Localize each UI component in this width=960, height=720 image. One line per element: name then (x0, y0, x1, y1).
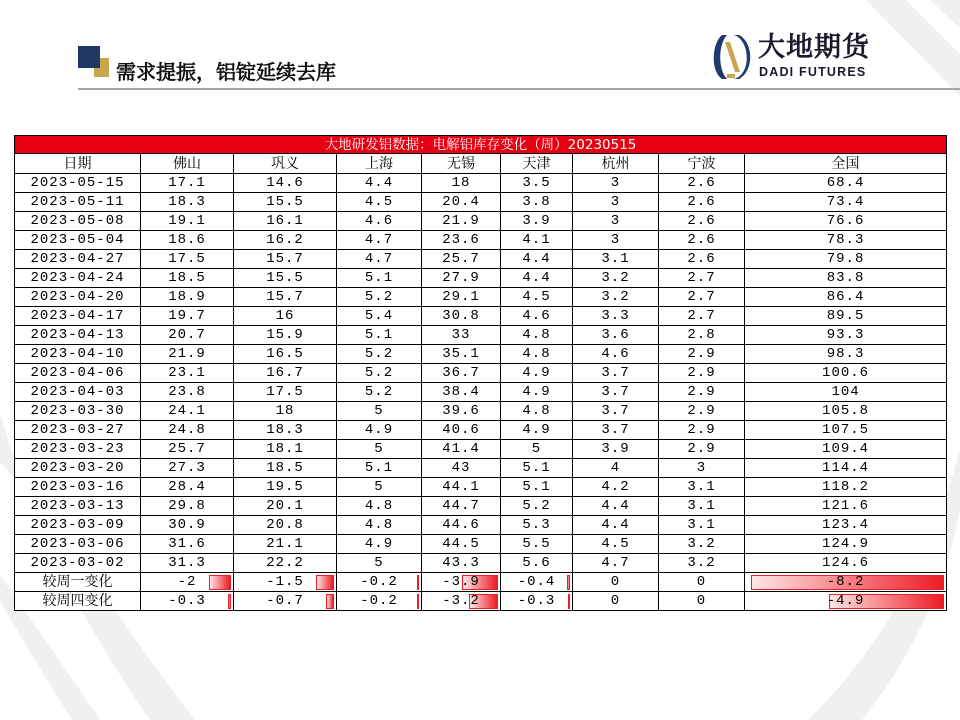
value-cell: 3.9 (501, 212, 573, 231)
table-row (15, 269, 947, 288)
date-cell: 2023-03-23 (15, 440, 141, 459)
value-cell: 78.3 (745, 231, 947, 250)
value-cell: 5.2 (337, 383, 422, 402)
value-cell: 114.4 (745, 459, 947, 478)
change-cell (659, 573, 745, 592)
date-cell: 2023-04-20 (15, 288, 141, 307)
value-cell: 4.6 (501, 307, 573, 326)
column-header: 佛山 (141, 154, 234, 174)
value-cell: 17.5 (141, 250, 234, 269)
value-cell: 18 (234, 402, 337, 421)
date-cell: 2023-03-09 (15, 516, 141, 535)
title-divider (78, 88, 960, 90)
value-cell: 16.1 (234, 212, 337, 231)
value-cell: 121.6 (745, 497, 947, 516)
change-cell-inner (422, 593, 500, 610)
change-cell (337, 592, 422, 611)
change-cell (573, 592, 659, 611)
change-data-bar (417, 575, 419, 590)
slide-title: 需求提振，铝锭延续去库 (116, 60, 336, 84)
value-cell: 16.7 (234, 364, 337, 383)
table-body (15, 174, 947, 611)
value-cell: 4.4 (573, 497, 659, 516)
table-row (15, 497, 947, 516)
value-cell: 31.6 (141, 535, 234, 554)
value-cell: 3.7 (573, 421, 659, 440)
table-row (15, 516, 947, 535)
table-row (15, 402, 947, 421)
date-cell: 2023-05-04 (15, 231, 141, 250)
value-cell: 18.3 (234, 421, 337, 440)
value-cell: 21.9 (141, 345, 234, 364)
value-cell: 4.8 (337, 497, 422, 516)
date-cell: 2023-05-11 (15, 193, 141, 212)
value-cell: 86.4 (745, 288, 947, 307)
logo-name-cn: 大地期货 (758, 32, 870, 63)
value-cell: 29.1 (422, 288, 501, 307)
column-header: 巩义 (234, 154, 337, 174)
value-cell: 27.9 (422, 269, 501, 288)
change-row-label: 较周四变化 (15, 592, 141, 611)
change-value: -0.3 (168, 592, 206, 609)
value-cell: 5 (337, 554, 422, 573)
change-data-bar (568, 594, 570, 609)
value-cell: 20.1 (234, 497, 337, 516)
change-value: 0 (610, 592, 621, 609)
change-cell-inner (337, 593, 421, 610)
value-cell: 5.2 (501, 497, 573, 516)
table-title-row (15, 136, 947, 154)
value-cell: 4.4 (501, 250, 573, 269)
table-row (15, 231, 947, 250)
date-cell: 2023-03-06 (15, 535, 141, 554)
value-cell: 68.4 (745, 174, 947, 193)
date-cell: 2023-03-30 (15, 402, 141, 421)
value-cell: 4.7 (573, 554, 659, 573)
value-cell: 2.9 (659, 383, 745, 402)
change-cell (234, 573, 337, 592)
value-cell: 3.3 (573, 307, 659, 326)
table-row (15, 193, 947, 212)
column-header: 无锡 (422, 154, 501, 174)
date-cell: 2023-04-06 (15, 364, 141, 383)
value-cell: 4.1 (501, 231, 573, 250)
company-logo (710, 32, 892, 82)
value-cell: 100.6 (745, 364, 947, 383)
change-cell (745, 592, 947, 611)
value-cell: 20.7 (141, 326, 234, 345)
value-cell: 5.1 (501, 459, 573, 478)
change-data-bar (326, 594, 334, 609)
logo-name-en: DADI FUTURES (759, 65, 867, 79)
value-cell: 118.2 (745, 478, 947, 497)
value-cell: 3.2 (573, 288, 659, 307)
change-cell-inner (659, 593, 744, 610)
value-cell: 24.1 (141, 402, 234, 421)
date-cell: 2023-04-10 (15, 345, 141, 364)
value-cell: 4.6 (573, 345, 659, 364)
table-row (15, 440, 947, 459)
value-cell: 4.2 (573, 478, 659, 497)
value-cell: 4.7 (337, 250, 422, 269)
value-cell: 23.6 (422, 231, 501, 250)
value-cell: 24.8 (141, 421, 234, 440)
value-cell: 5.1 (501, 478, 573, 497)
column-header: 日期 (15, 154, 141, 174)
value-cell: 4 (573, 459, 659, 478)
value-cell: 3.2 (659, 554, 745, 573)
table-row (15, 307, 947, 326)
value-cell: 18.1 (234, 440, 337, 459)
value-cell: 4.5 (573, 535, 659, 554)
value-cell: 2.9 (659, 364, 745, 383)
date-cell: 2023-04-17 (15, 307, 141, 326)
value-cell: 19.7 (141, 307, 234, 326)
value-cell: 2.9 (659, 345, 745, 364)
date-cell: 2023-03-13 (15, 497, 141, 516)
value-cell: 3.7 (573, 364, 659, 383)
value-cell: 5.2 (337, 364, 422, 383)
value-cell: 104 (745, 383, 947, 402)
value-cell: 4.4 (573, 516, 659, 535)
value-cell: 33 (422, 326, 501, 345)
value-cell: 4.5 (337, 193, 422, 212)
value-cell: 29.8 (141, 497, 234, 516)
change-cell (141, 592, 234, 611)
value-cell: 16.5 (234, 345, 337, 364)
value-cell: 3 (573, 212, 659, 231)
change-cell-inner (337, 574, 421, 591)
value-cell: 5.6 (501, 554, 573, 573)
change-value: -0.4 (517, 573, 556, 590)
value-cell: 83.8 (745, 269, 947, 288)
value-cell: 3 (573, 231, 659, 250)
table-row (15, 288, 947, 307)
table-row (15, 326, 947, 345)
value-cell: 5.2 (337, 288, 422, 307)
value-cell: 89.5 (745, 307, 947, 326)
change-cell (573, 573, 659, 592)
table-row (15, 212, 947, 231)
value-cell: 3.1 (659, 516, 745, 535)
value-cell: 5.4 (337, 307, 422, 326)
value-cell: 4.8 (501, 326, 573, 345)
value-cell: 16.2 (234, 231, 337, 250)
value-cell: 17.5 (234, 383, 337, 402)
value-cell: 5.2 (337, 345, 422, 364)
value-cell: 18.5 (234, 459, 337, 478)
date-cell: 2023-03-16 (15, 478, 141, 497)
value-cell: 109.4 (745, 440, 947, 459)
value-cell: 3.2 (659, 535, 745, 554)
value-cell: 105.8 (745, 402, 947, 421)
date-cell: 2023-04-27 (15, 250, 141, 269)
value-cell: 4.7 (337, 231, 422, 250)
value-cell: 15.9 (234, 326, 337, 345)
value-cell: 5 (337, 440, 422, 459)
value-cell: 36.7 (422, 364, 501, 383)
change-cell-inner (234, 593, 336, 610)
change-row (15, 573, 947, 592)
value-cell: 35.1 (422, 345, 501, 364)
value-cell: 40.6 (422, 421, 501, 440)
change-cell (234, 592, 337, 611)
change-cell-inner (573, 593, 658, 610)
value-cell: 4.8 (337, 516, 422, 535)
value-cell: 5.5 (501, 535, 573, 554)
change-value: -2 (177, 573, 197, 590)
date-cell: 2023-03-02 (15, 554, 141, 573)
change-value: -0.7 (266, 592, 304, 609)
change-cell (501, 573, 573, 592)
column-header: 天津 (501, 154, 573, 174)
date-cell: 2023-05-08 (15, 212, 141, 231)
value-cell: 73.4 (745, 193, 947, 212)
change-cell-inner (659, 574, 744, 591)
inventory-table (14, 135, 947, 611)
value-cell: 2.9 (659, 440, 745, 459)
value-cell: 2.9 (659, 402, 745, 421)
value-cell: 4.9 (501, 383, 573, 402)
change-cell-inner (234, 574, 336, 591)
change-row-label: 较周一变化 (15, 573, 141, 592)
value-cell: 15.5 (234, 269, 337, 288)
column-header: 杭州 (573, 154, 659, 174)
value-cell: 20.4 (422, 193, 501, 212)
value-cell: 16 (234, 307, 337, 326)
change-value: -3.2 (442, 592, 480, 609)
table-row (15, 345, 947, 364)
value-cell: 27.3 (141, 459, 234, 478)
change-cell-inner (501, 574, 572, 591)
value-cell: 19.5 (234, 478, 337, 497)
change-value: 0 (696, 592, 707, 609)
table-row (15, 364, 947, 383)
change-data-bar (417, 594, 419, 609)
change-value: 0 (610, 573, 621, 590)
logo-emblem-icon (710, 34, 752, 80)
value-cell: 76.6 (745, 212, 947, 231)
value-cell: 43 (422, 459, 501, 478)
value-cell: 3.1 (659, 478, 745, 497)
value-cell: 4.8 (501, 402, 573, 421)
change-cell (422, 573, 501, 592)
change-data-bar (567, 575, 570, 590)
value-cell: 5 (337, 402, 422, 421)
value-cell: 2.6 (659, 231, 745, 250)
value-cell: 3 (573, 193, 659, 212)
value-cell: 20.8 (234, 516, 337, 535)
value-cell: 3 (659, 459, 745, 478)
table-header-row (15, 154, 947, 174)
change-cell-inner (745, 593, 946, 610)
date-cell: 2023-04-24 (15, 269, 141, 288)
value-cell: 2.8 (659, 326, 745, 345)
value-cell: 5.1 (337, 326, 422, 345)
value-cell: 107.5 (745, 421, 947, 440)
table-row (15, 174, 947, 193)
value-cell: 93.3 (745, 326, 947, 345)
value-cell: 124.9 (745, 535, 947, 554)
value-cell: 21.9 (422, 212, 501, 231)
change-value: -8.2 (826, 573, 865, 590)
table-row (15, 478, 947, 497)
value-cell: 44.7 (422, 497, 501, 516)
value-cell: 23.1 (141, 364, 234, 383)
value-cell: 31.3 (141, 554, 234, 573)
value-cell: 18.9 (141, 288, 234, 307)
change-cell (141, 573, 234, 592)
value-cell: 41.4 (422, 440, 501, 459)
value-cell: 25.7 (422, 250, 501, 269)
change-value: -4.9 (826, 592, 865, 609)
value-cell: 4.9 (337, 535, 422, 554)
value-cell: 14.6 (234, 174, 337, 193)
table-row (15, 421, 947, 440)
value-cell: 15.5 (234, 193, 337, 212)
value-cell: 123.4 (745, 516, 947, 535)
value-cell: 17.1 (141, 174, 234, 193)
change-cell-inner (573, 574, 658, 591)
change-data-bar (228, 594, 231, 609)
value-cell: 3.1 (573, 250, 659, 269)
table-title: 大地研发铝数据：电解铝库存变化（周）20230515 (15, 136, 947, 154)
value-cell: 44.6 (422, 516, 501, 535)
value-cell: 5 (337, 478, 422, 497)
table-row (15, 383, 947, 402)
value-cell: 3.9 (573, 440, 659, 459)
date-cell: 2023-03-27 (15, 421, 141, 440)
value-cell: 3 (573, 174, 659, 193)
change-value: -0.2 (360, 573, 398, 590)
value-cell: 43.3 (422, 554, 501, 573)
value-cell: 28.4 (141, 478, 234, 497)
change-cell-inner (141, 593, 233, 610)
value-cell: 2.6 (659, 212, 745, 231)
change-row (15, 592, 947, 611)
value-cell: 18.6 (141, 231, 234, 250)
change-cell (337, 573, 422, 592)
value-cell: 5.1 (337, 269, 422, 288)
value-cell: 19.1 (141, 212, 234, 231)
table-row (15, 554, 947, 573)
value-cell: 38.4 (422, 383, 501, 402)
value-cell: 4.8 (501, 345, 573, 364)
value-cell: 4.5 (501, 288, 573, 307)
change-value: 0 (696, 573, 707, 590)
change-cell-inner (141, 574, 233, 591)
value-cell: 4.4 (337, 174, 422, 193)
title-accent-navy-square (78, 46, 100, 68)
value-cell: 4.6 (337, 212, 422, 231)
value-cell: 2.7 (659, 307, 745, 326)
change-cell-inner (422, 574, 500, 591)
change-cell (659, 592, 745, 611)
value-cell: 98.3 (745, 345, 947, 364)
value-cell: 18.3 (141, 193, 234, 212)
value-cell: 4.9 (501, 421, 573, 440)
value-cell: 18 (422, 174, 501, 193)
watermark-band (930, 0, 960, 28)
value-cell: 4.4 (501, 269, 573, 288)
change-cell (745, 573, 947, 592)
value-cell: 3.8 (501, 193, 573, 212)
column-header: 全国 (745, 154, 947, 174)
value-cell: 4.9 (501, 364, 573, 383)
value-cell: 2.7 (659, 269, 745, 288)
value-cell: 2.6 (659, 250, 745, 269)
value-cell: 30.8 (422, 307, 501, 326)
value-cell: 21.1 (234, 535, 337, 554)
value-cell: 3.7 (573, 402, 659, 421)
table-row (15, 535, 947, 554)
value-cell: 124.6 (745, 554, 947, 573)
value-cell: 44.1 (422, 478, 501, 497)
value-cell: 15.7 (234, 288, 337, 307)
change-cell (501, 592, 573, 611)
value-cell: 22.2 (234, 554, 337, 573)
value-cell: 15.7 (234, 250, 337, 269)
change-cell-inner (501, 593, 572, 610)
value-cell: 2.6 (659, 193, 745, 212)
change-cell-inner (745, 574, 946, 591)
date-cell: 2023-04-13 (15, 326, 141, 345)
value-cell: 2.6 (659, 174, 745, 193)
change-value: -0.3 (517, 592, 556, 609)
change-value: -0.2 (360, 592, 398, 609)
value-cell: 3.7 (573, 383, 659, 402)
value-cell: 25.7 (141, 440, 234, 459)
value-cell: 39.6 (422, 402, 501, 421)
value-cell: 23.8 (141, 383, 234, 402)
value-cell: 3.6 (573, 326, 659, 345)
change-value: -3.9 (442, 573, 480, 590)
value-cell: 2.9 (659, 421, 745, 440)
column-header: 宁波 (659, 154, 745, 174)
date-cell: 2023-04-03 (15, 383, 141, 402)
date-cell: 2023-05-15 (15, 174, 141, 193)
change-cell (422, 592, 501, 611)
value-cell: 5.1 (337, 459, 422, 478)
value-cell: 4.9 (337, 421, 422, 440)
date-cell: 2023-03-20 (15, 459, 141, 478)
value-cell: 3.5 (501, 174, 573, 193)
value-cell: 79.8 (745, 250, 947, 269)
change-data-bar (316, 575, 334, 590)
value-cell: 5.3 (501, 516, 573, 535)
column-header: 上海 (337, 154, 422, 174)
value-cell: 2.7 (659, 288, 745, 307)
table-row (15, 250, 947, 269)
change-data-bar (209, 575, 231, 590)
value-cell: 18.5 (141, 269, 234, 288)
table-row (15, 459, 947, 478)
value-cell: 3.1 (659, 497, 745, 516)
value-cell: 5 (501, 440, 573, 459)
value-cell: 30.9 (141, 516, 234, 535)
change-value: -1.5 (266, 573, 304, 590)
value-cell: 3.2 (573, 269, 659, 288)
value-cell: 44.5 (422, 535, 501, 554)
